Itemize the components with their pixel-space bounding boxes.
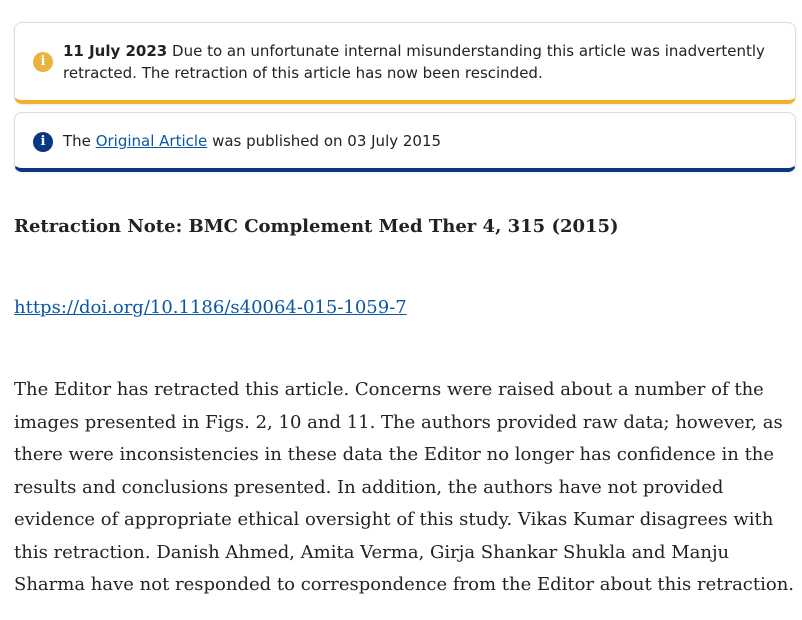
notice-suffix: was published on 03 July 2015 [212,132,442,150]
rescinded-notice [14,22,796,104]
retraction-note-heading: Retraction Note: BMC Complement Med Ther 4, 315 (2015) [14,216,619,237]
retraction-body-text: The Editor has retracted this article. Concerns were raised about a number of the images presented in Figs. 2, 10 and 11. The authors provided raw data; however, as there were inconsistencies in these data the Editor no longer has confidence in the results and conclusions presented. In addition, the authors have not provided evidence of appropriate ethical oversight of this study. Vikas Kumar disagrees with this retraction. Danish Ahmed, Amita Verma, Girja Shankar Shukla and Manju Sharma have not responded to correspondence from the Editor about this retraction. [14,379,795,595]
rescinded-message: Due to an unfortunate internal misunderstanding this article was inadvertently retracted. The retraction of this article has now been rescinded. [63,42,765,82]
original-article-notice-text [63,130,771,152]
rescinded-date: 11 July 2023 [63,42,168,60]
info-icon: i [33,52,53,72]
notice-prefix: The [63,132,91,150]
info-icon: i [33,132,53,152]
original-article-notice [14,112,796,172]
doi-link[interactable]: https://doi.org/10.1186/s40064-015-1059-7 [14,297,407,318]
original-article-link[interactable]: Original Article [95,132,208,150]
rescinded-notice-text [63,40,771,84]
